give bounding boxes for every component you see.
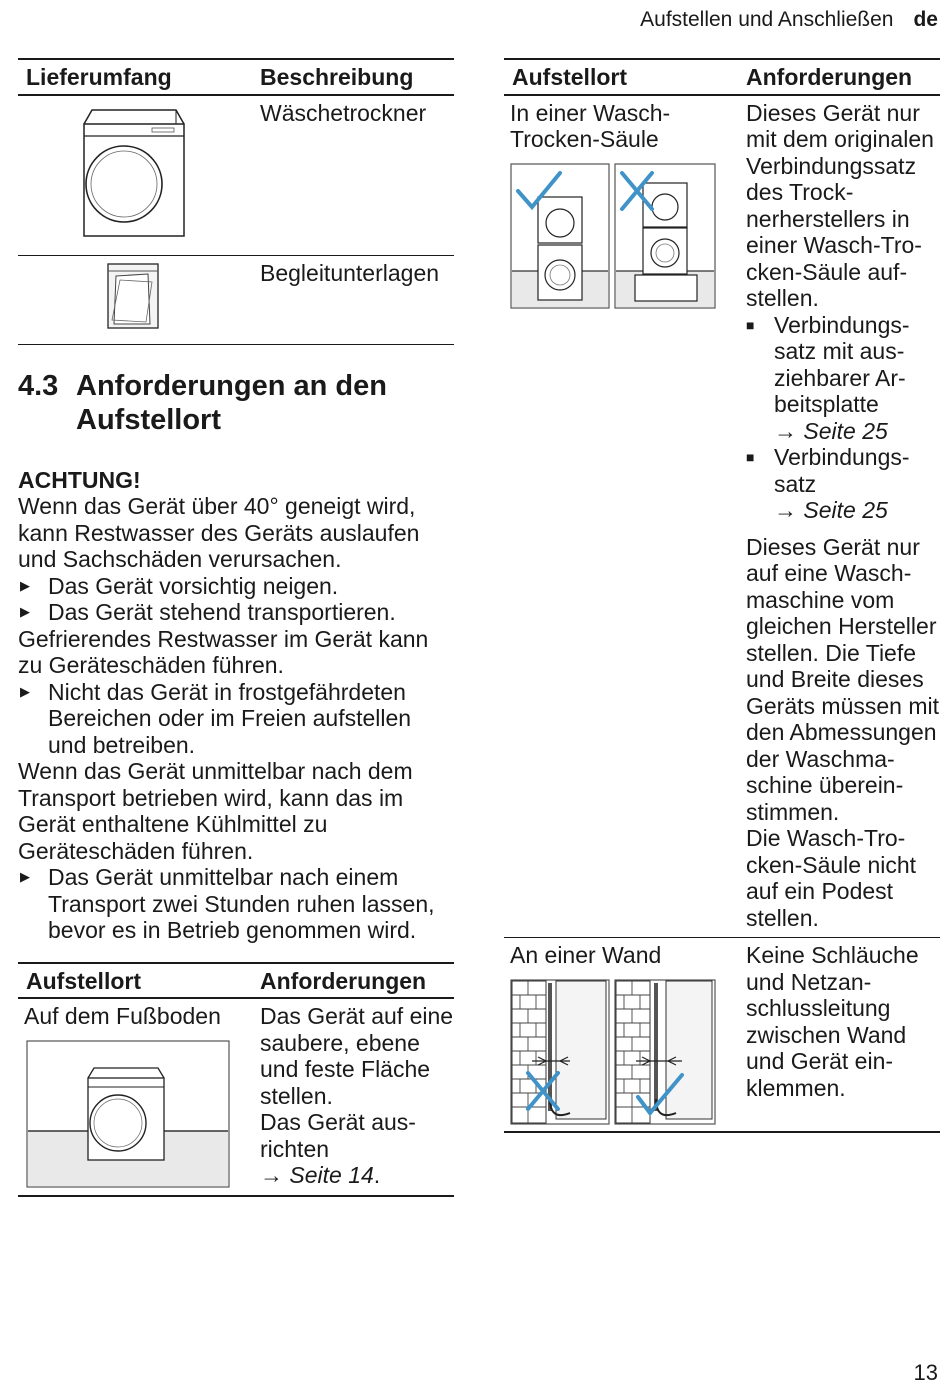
- placement-wall-label: An einer Wand: [510, 942, 662, 968]
- delivery-docs-label: Begleitunterlagen: [252, 255, 454, 344]
- placement-stack-req: Dieses Gerät nur mit dem originalen Verbindungssatz des Trocknerherstellers in einer Wasch-Trocken-Säule aufstellen.: [746, 99, 934, 311]
- warning-step: ▶ Das Gerät unmittelbar nach einem Transport zwei Stunden ruhen lassen, bevor es in Betrieb genommen wird.: [20, 864, 435, 943]
- delivery-dryer-label: Wäschetrockner: [252, 95, 454, 256]
- placement-table-floor: [18, 962, 454, 1197]
- placement-header-requirements: Anforderungen: [252, 963, 454, 999]
- warning-paragraph: Wenn das Gerät unmittelbar nach dem Transport betrieben wird, kann das im Gerät enthaltene Kühlmittel zu Geräteschäden führen.: [18, 758, 413, 864]
- bullet-square-icon: ■: [746, 449, 755, 465]
- page-reference-link[interactable]: Seite 14: [289, 1162, 374, 1188]
- left-column: [18, 58, 454, 1197]
- placement-stack-req: Dieses Gerät nur auf eine Waschmaschine vom gleichen Hersteller stellen. Die Tiefe und Breite dieses Geräts müssen mit den Abmessungen der Waschmaschine übereinstimmen.: [746, 533, 939, 825]
- warning-paragraph: Wenn das Gerät über 40° geneigt wird, kann Restwasser des Geräts auslaufen und Sachschäden verursachen.: [18, 493, 420, 572]
- warning-step: ▶ Das Gerät vorsichtig neigen.: [20, 572, 339, 599]
- table-row: [504, 95, 940, 938]
- header-language: de: [913, 8, 938, 31]
- page-reference: [746, 418, 940, 445]
- arrow-right-icon: →: [774, 417, 804, 444]
- table-row: [18, 998, 454, 1196]
- page-reference-link[interactable]: Seite 25: [803, 497, 888, 523]
- list-item: ■ Verbindungssatz: [746, 444, 910, 497]
- delivery-header-scope: Lieferumfang: [18, 59, 252, 95]
- page-reference-link[interactable]: Seite 25: [803, 417, 888, 444]
- arrow-right-icon: →: [260, 1162, 290, 1188]
- header-section-title: Aufstellen und Anschließen: [640, 8, 894, 31]
- bullet-triangle-icon: ▶: [20, 604, 30, 619]
- placement-floor-align: Das Gerät ausrichten: [260, 1109, 416, 1162]
- documents-illustration-icon: [104, 262, 164, 332]
- bullet-triangle-icon: ▶: [20, 683, 30, 699]
- section-heading: [18, 369, 454, 437]
- bullet-square-icon: ■: [746, 316, 755, 333]
- section-number: 4.3: [18, 369, 59, 402]
- placement-header-place: Aufstellort: [504, 59, 738, 95]
- delivery-table: [18, 58, 454, 345]
- warning-block: [18, 467, 454, 944]
- placement-floor-req: Das Gerät auf eine saubere, ebene und feste Fläche stellen.: [260, 1003, 454, 1109]
- table-row: [18, 255, 454, 344]
- placement-table-column: [504, 58, 940, 1133]
- arrow-right-icon: →: [774, 497, 804, 523]
- dryer-illustration-icon: [72, 104, 192, 239]
- right-column: [504, 58, 940, 1133]
- floor-dryer-illustration-icon: [26, 1040, 230, 1188]
- warning-step: ▶ Das Gerät stehend transportieren.: [20, 599, 396, 625]
- stack-illustration-icon: [510, 163, 716, 311]
- list-item: ■ Verbindungssatz mit ausziehbarer Arbeitsplatte: [746, 311, 910, 417]
- page-reference: [746, 497, 940, 524]
- warning-paragraph: Gefrierendes Restwasser im Gerät kann zu Geräteschäden führen.: [18, 625, 429, 678]
- page-header: [640, 8, 938, 32]
- placement-wall-req: Keine Schläuche und Netzanschlussleitung zwischen Wand und Gerät einklemmen.: [746, 942, 919, 1101]
- delivery-header-description: Beschreibung: [252, 59, 454, 95]
- bullet-triangle-icon: ▶: [20, 869, 30, 884]
- section-title: Anforderungen an den Aufstellort: [76, 369, 387, 436]
- warning-step: ▶ Nicht das Gerät in frostgefährdeten Bereichen oder im Freien aufstellen und betreiben.: [20, 678, 412, 758]
- wall-illustration-icon: [510, 979, 716, 1127]
- table-row: [504, 938, 940, 1132]
- placement-floor-ref: → Seite 14.: [260, 1162, 381, 1188]
- bullet-triangle-icon: ▶: [20, 577, 30, 593]
- placement-header-requirements: Anforderungen: [738, 59, 940, 95]
- page-number: 13: [913, 1360, 938, 1385]
- warning-title: ACHTUNG!: [18, 466, 141, 493]
- placement-header-place: Aufstellort: [18, 963, 252, 999]
- table-row: [18, 95, 454, 256]
- placement-stack-req: Die Wasch-Trocken-Säule nicht auf ein Podest stellen.: [746, 825, 917, 931]
- placement-floor-label: Auf dem Fußboden: [24, 1003, 221, 1029]
- placement-stack-label: In einer Wasch-Trocken-Säule: [510, 99, 671, 152]
